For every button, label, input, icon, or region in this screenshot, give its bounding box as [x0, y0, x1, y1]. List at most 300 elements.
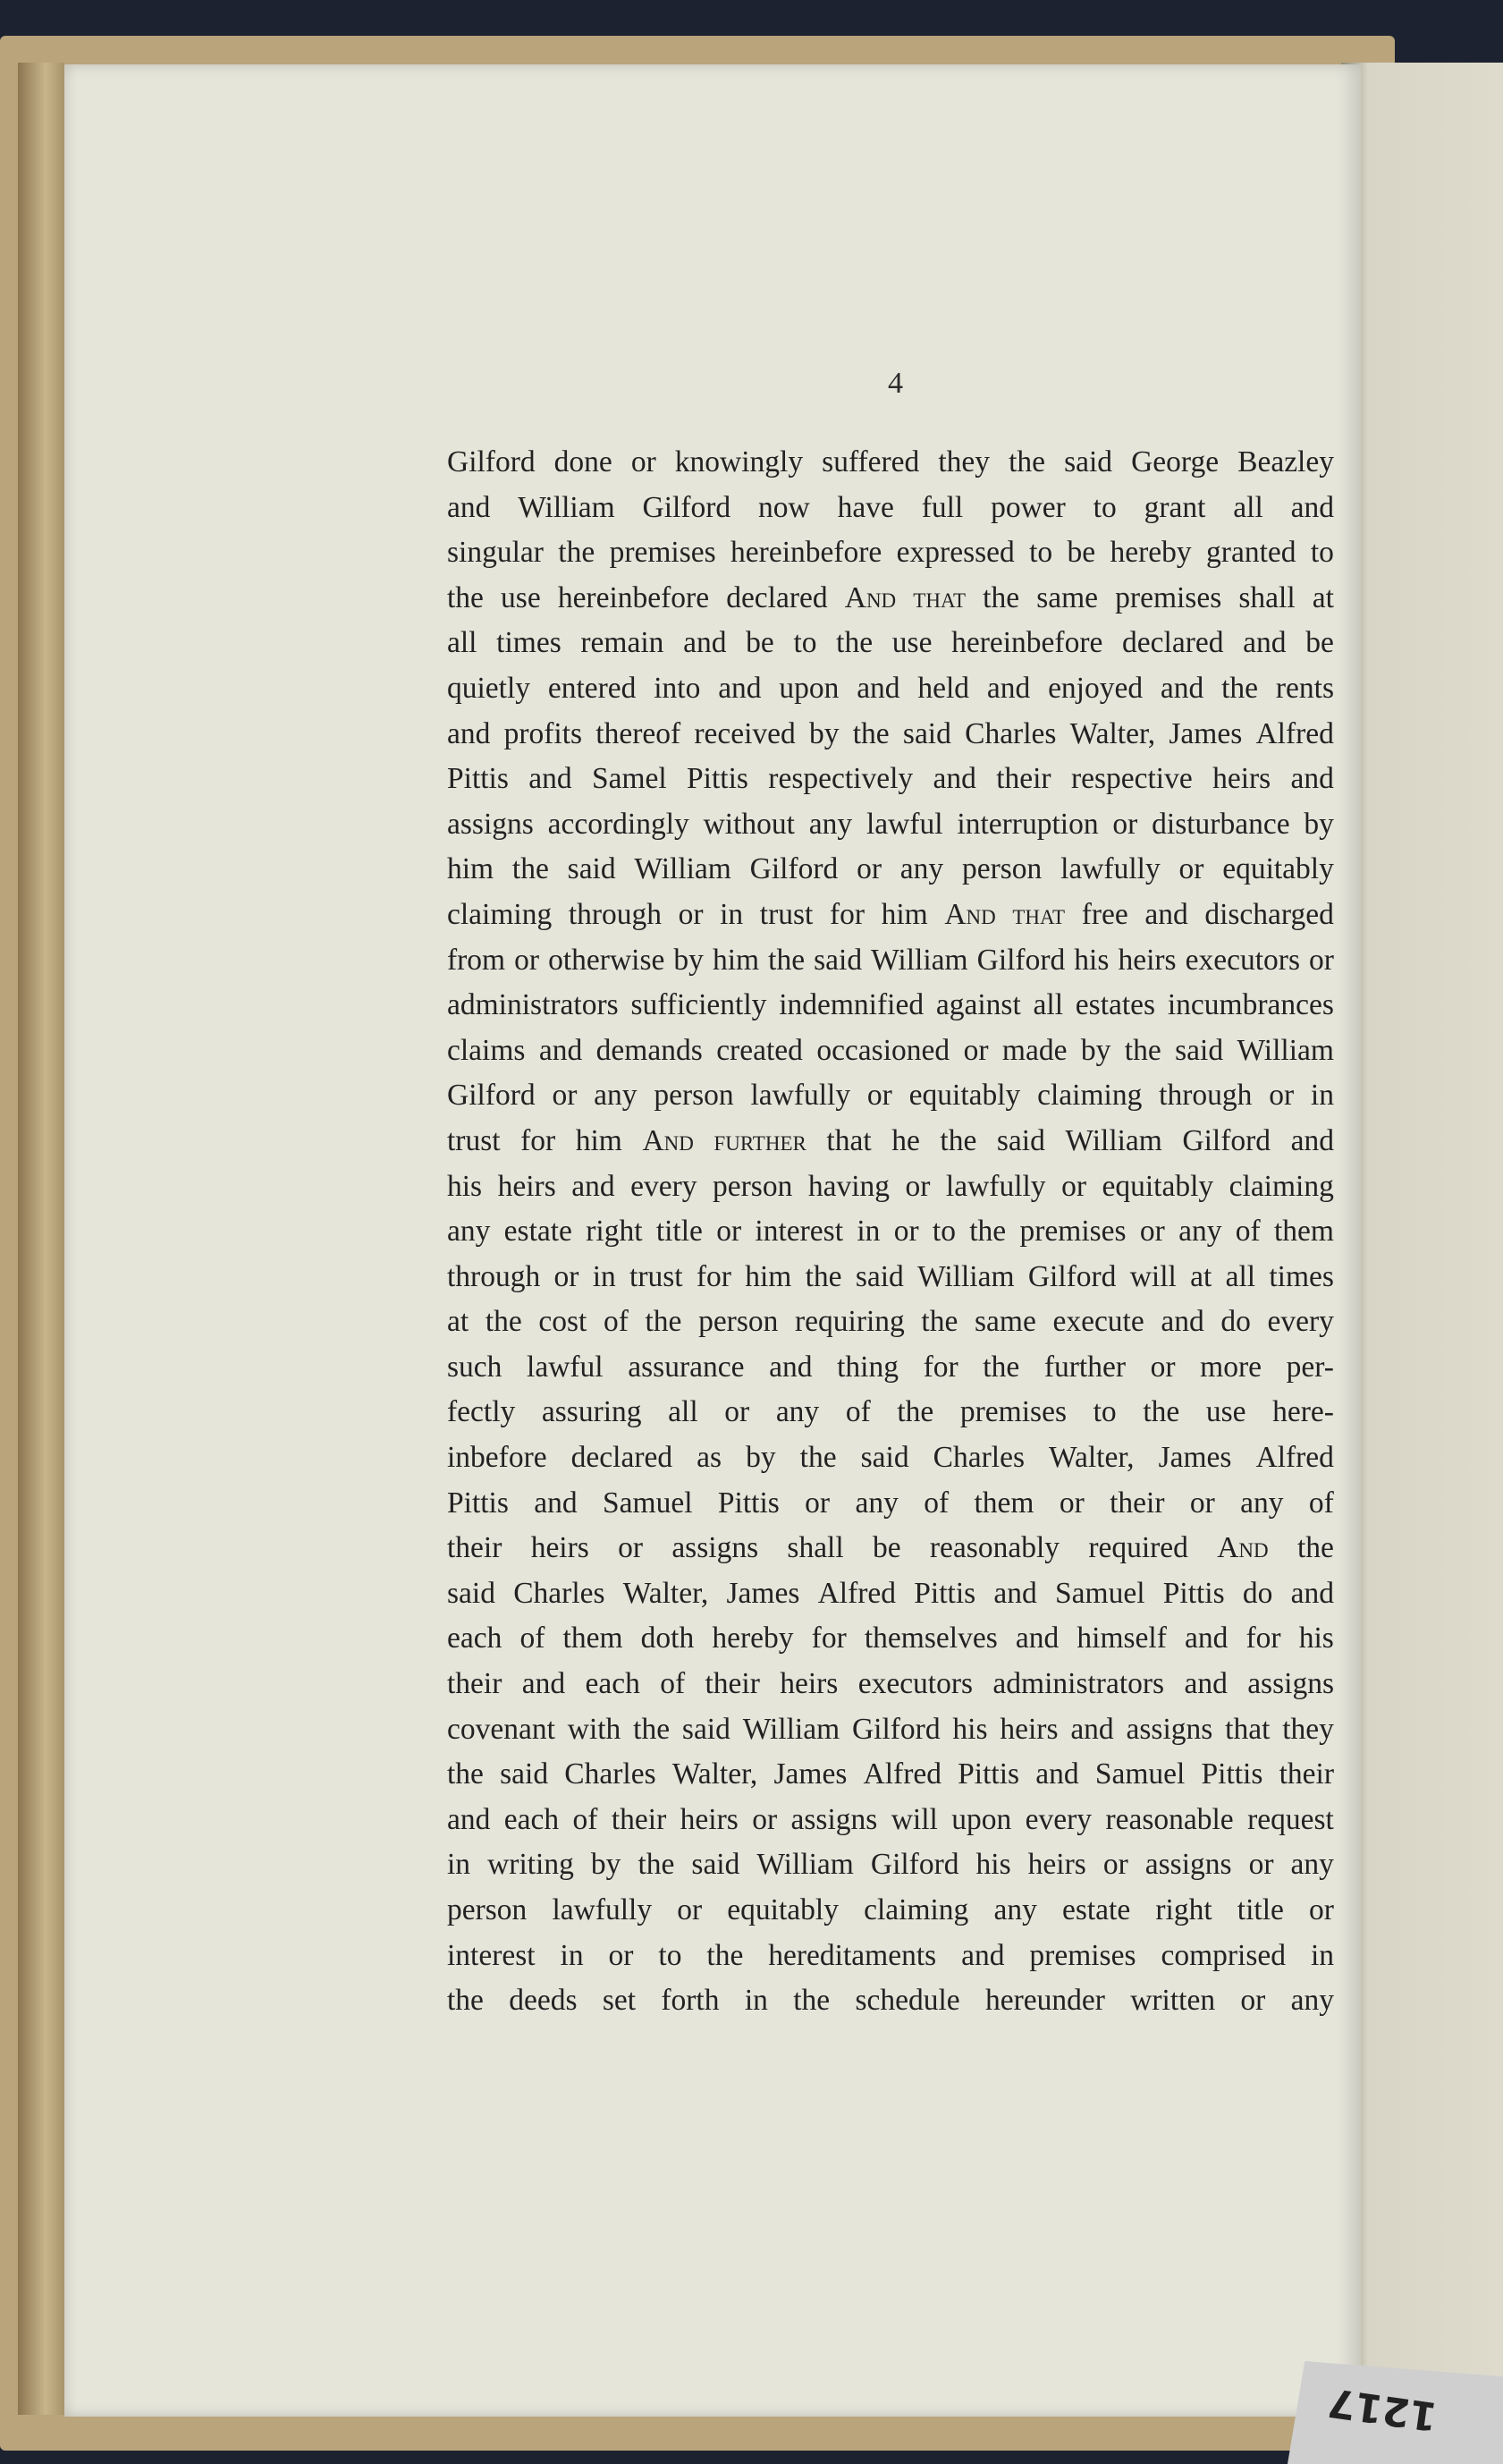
word: Pittis: [1201, 1757, 1263, 1791]
word: assuring: [541, 1395, 642, 1429]
word: the: [983, 580, 1020, 614]
word: their: [996, 762, 1051, 796]
word: having: [807, 1169, 891, 1203]
word: Alfred: [817, 1576, 897, 1610]
word: in: [1310, 1938, 1334, 1972]
word: and: [961, 1938, 1005, 1972]
word: assigns: [1126, 1712, 1213, 1746]
word: or: [1178, 852, 1204, 886]
word: in: [1310, 1079, 1334, 1113]
text-line: [447, 1255, 1334, 1300]
word: or: [1102, 1848, 1128, 1882]
word: any: [1290, 1984, 1334, 2018]
word: to: [1093, 1395, 1117, 1429]
word: full: [921, 490, 964, 524]
word: and: [683, 626, 727, 660]
word: the: [511, 852, 549, 886]
word: or: [893, 1215, 919, 1249]
word: through: [568, 897, 663, 931]
word: said: [860, 1441, 909, 1475]
word: James: [773, 1757, 848, 1791]
word: or: [678, 897, 704, 931]
catalog-label: 1217: [1325, 2378, 1440, 2440]
word: title: [1237, 1893, 1284, 1926]
word: set: [602, 1984, 637, 2018]
word: trust: [759, 897, 814, 931]
word: lawful: [527, 1350, 604, 1384]
text-line: [447, 1842, 1334, 1888]
word: indemnified: [779, 988, 925, 1022]
word: of: [603, 1305, 629, 1339]
word: suffered: [822, 445, 920, 478]
word: all: [1225, 1259, 1256, 1293]
text-line: [447, 1526, 1334, 1571]
word: said: [691, 1848, 740, 1882]
word: hereinbefore: [951, 626, 1103, 660]
word: knowingly: [674, 445, 804, 478]
word: hereditaments: [768, 1938, 937, 1972]
word: assigns: [1144, 1848, 1232, 1882]
word: hereby: [1110, 536, 1192, 570]
word: that: [1225, 1712, 1271, 1746]
word: every: [630, 1169, 697, 1203]
word: otherwise: [548, 943, 665, 977]
word: or: [553, 1259, 579, 1293]
word: heirs: [780, 1667, 839, 1701]
word: Gilford: [642, 490, 731, 524]
word: administrators: [992, 1667, 1165, 1701]
word: Charles: [513, 1576, 605, 1610]
word: or: [724, 1395, 750, 1429]
word: claiming: [1037, 1079, 1143, 1113]
word: in: [560, 1938, 584, 1972]
word: his: [1074, 943, 1110, 977]
word: every: [1025, 1802, 1093, 1836]
word: upon: [779, 671, 840, 705]
word: covenant: [447, 1712, 555, 1746]
word: execute: [1052, 1305, 1144, 1339]
word: assigns: [671, 1531, 759, 1565]
word: any: [855, 1486, 899, 1520]
word: in: [720, 897, 744, 931]
word: times: [1269, 1259, 1334, 1293]
word: him: [575, 1123, 622, 1157]
adjacent-page: [1341, 63, 1503, 2406]
word: Gilford: [447, 445, 536, 478]
word: by: [1304, 807, 1334, 841]
word: estate: [503, 1215, 572, 1249]
text-line: [447, 1345, 1334, 1391]
word: accordingly: [547, 807, 689, 841]
text-line: [447, 1752, 1334, 1798]
word: the: [633, 1712, 671, 1746]
word: Samuel: [603, 1486, 693, 1520]
word: their: [611, 1802, 667, 1836]
word: the: [897, 1395, 934, 1429]
word: William: [917, 1259, 1015, 1293]
word: of: [519, 1621, 545, 1655]
word: power: [991, 490, 1066, 524]
word: that: [1012, 897, 1066, 931]
text-line: [447, 893, 1334, 938]
word: Gilford: [1182, 1123, 1271, 1157]
word: or: [716, 1215, 742, 1249]
word: disturbance: [1152, 807, 1290, 841]
word: expressed: [896, 536, 1015, 570]
text-line: [447, 847, 1334, 893]
word: all: [1233, 490, 1263, 524]
text-line: [447, 1662, 1334, 1707]
text-line: [447, 1798, 1334, 1843]
word: them: [974, 1486, 1034, 1520]
word: or: [963, 1033, 989, 1067]
word: premises: [1019, 1215, 1127, 1249]
word: William: [871, 943, 968, 977]
word: in: [857, 1215, 881, 1249]
word: for: [520, 1123, 556, 1157]
word: into: [654, 671, 701, 705]
word: be: [872, 1531, 901, 1565]
word: or: [552, 1079, 578, 1113]
word: the: [447, 1984, 484, 2018]
word: or: [1248, 1848, 1274, 1882]
word: James: [726, 1576, 800, 1610]
word: right: [1155, 1893, 1212, 1926]
text-line: [447, 1707, 1334, 1753]
word: or: [1309, 943, 1334, 977]
word: heirs: [1000, 1712, 1059, 1746]
word: interest: [447, 1938, 536, 1972]
word: said: [902, 716, 951, 750]
word: assurance: [628, 1350, 745, 1384]
word: the: [1124, 1033, 1161, 1067]
word: comprised: [1161, 1938, 1286, 1972]
word: and: [1243, 626, 1287, 660]
word: remain: [580, 626, 664, 660]
body-text: [447, 440, 1334, 2024]
word: administrators: [447, 988, 619, 1022]
word: and: [1144, 897, 1188, 931]
word: George: [1131, 445, 1220, 478]
word: James: [1158, 1441, 1232, 1475]
word: hereunder: [984, 1984, 1105, 2018]
word: James: [1169, 716, 1243, 750]
word: and: [447, 716, 491, 750]
word: or: [857, 852, 882, 886]
word: him: [447, 852, 494, 886]
word: the: [706, 1938, 744, 1972]
text-line: [447, 440, 1334, 486]
word: person: [654, 1079, 734, 1113]
word: any: [1178, 1215, 1222, 1249]
word: doth: [640, 1621, 695, 1655]
word: Alfred: [1255, 1441, 1334, 1475]
word: the: [485, 1305, 522, 1339]
word: be: [1305, 626, 1334, 660]
word: be: [746, 626, 774, 660]
word: the: [799, 1441, 837, 1475]
text-line: [447, 1209, 1334, 1255]
text-line: [447, 802, 1334, 848]
word: same: [974, 1305, 1036, 1339]
word: Gilford: [1027, 1259, 1117, 1293]
text-line: [447, 1616, 1334, 1662]
word: requiring: [795, 1305, 905, 1339]
word: now: [758, 490, 810, 524]
word: enjoyed: [1048, 671, 1144, 705]
word: without: [703, 807, 795, 841]
word: and: [521, 1667, 566, 1701]
word: or: [905, 1169, 931, 1203]
word: and: [1290, 762, 1334, 796]
word: declared: [570, 1441, 673, 1475]
word: through: [447, 1259, 541, 1293]
word: by: [1080, 1033, 1111, 1067]
word: And: [944, 897, 996, 931]
word: William: [634, 852, 731, 886]
word: for: [696, 1259, 731, 1293]
word: with: [567, 1712, 621, 1746]
word: equitably: [908, 1079, 1021, 1113]
word: of: [1308, 1486, 1334, 1520]
word: or: [618, 1531, 644, 1565]
word: at: [447, 1305, 469, 1339]
word: Pittis: [717, 1486, 780, 1520]
word: all: [447, 626, 477, 660]
word: and: [718, 671, 762, 705]
word: to: [1029, 536, 1053, 570]
word: lawfully: [750, 1079, 851, 1113]
word: by: [746, 1441, 776, 1475]
word: heirs: [680, 1802, 739, 1836]
word: for: [829, 897, 865, 931]
word: in: [744, 1984, 768, 2018]
word: declared: [1122, 626, 1224, 660]
word: the: [793, 1984, 831, 2018]
word: the: [645, 1305, 682, 1339]
word: the: [638, 1848, 675, 1882]
word: heirs: [1118, 943, 1177, 977]
word: will: [891, 1802, 938, 1836]
text-line: [447, 1300, 1334, 1345]
text-line: [447, 1390, 1334, 1435]
word: the: [1221, 671, 1259, 705]
word: said: [1175, 1033, 1224, 1067]
word: each: [585, 1667, 640, 1701]
word: and: [1035, 1757, 1079, 1791]
text-line: [447, 1978, 1334, 2024]
word: the: [805, 1259, 842, 1293]
word: and: [1184, 1667, 1228, 1701]
word: or: [514, 943, 540, 977]
word: will: [1129, 1259, 1177, 1293]
word: incumbrances: [1167, 988, 1334, 1022]
word: claiming: [864, 1893, 969, 1926]
word: title: [655, 1215, 703, 1249]
word: or: [866, 1079, 892, 1113]
word: profits: [503, 716, 583, 750]
word: and: [447, 490, 491, 524]
word: and: [1160, 671, 1204, 705]
word: said: [855, 1259, 904, 1293]
word: of: [924, 1486, 950, 1520]
word: that: [826, 1123, 872, 1157]
word: made: [1001, 1033, 1068, 1067]
word: person: [698, 1305, 779, 1339]
word: the: [768, 943, 806, 977]
word: lawfully: [552, 1893, 653, 1926]
word: their: [447, 1667, 502, 1701]
word: Gilford: [851, 1712, 941, 1746]
word: said: [500, 1757, 549, 1791]
word: person: [961, 852, 1043, 886]
word: heirs: [1027, 1848, 1086, 1882]
word: writing: [487, 1848, 574, 1882]
word: and: [1290, 1576, 1334, 1610]
word: inbefore: [447, 1441, 547, 1475]
text-line: [447, 1029, 1334, 1074]
word: more: [1200, 1350, 1262, 1384]
word: Gilford: [870, 1848, 959, 1882]
word: him: [745, 1259, 792, 1293]
word: Pittis: [687, 762, 748, 796]
word: from: [447, 943, 506, 977]
word: premises: [609, 536, 716, 570]
word: for: [1245, 1621, 1281, 1655]
word: Pittis: [447, 1486, 509, 1520]
word: Pittis: [1162, 1576, 1225, 1610]
word: equitably: [1102, 1169, 1214, 1203]
word: times: [496, 626, 562, 660]
word: premises: [1029, 1938, 1136, 1972]
word: required: [1088, 1531, 1188, 1565]
word: he: [891, 1123, 920, 1157]
word: said: [814, 943, 863, 977]
word: in: [592, 1259, 616, 1293]
text-line: [447, 1571, 1334, 1617]
word: the: [836, 626, 874, 660]
word: the: [447, 580, 484, 614]
word: entered: [547, 671, 637, 705]
word: for: [923, 1350, 958, 1384]
word: per-: [1286, 1350, 1334, 1384]
word: Samuel: [1055, 1576, 1145, 1610]
word: grant: [1144, 490, 1206, 524]
text-line: [447, 1888, 1334, 1934]
word: by: [673, 943, 704, 977]
text-line: [447, 666, 1334, 712]
word: interest: [755, 1215, 844, 1249]
word: And: [642, 1123, 694, 1157]
word: request: [1247, 1802, 1334, 1836]
word: Walter,: [622, 1576, 709, 1610]
word: and: [528, 762, 572, 796]
word: fectly: [447, 1395, 516, 1429]
word: occasioned: [816, 1033, 950, 1067]
word: held: [917, 671, 970, 705]
word: at: [1190, 1259, 1212, 1293]
word: as: [697, 1441, 722, 1475]
text-line: [447, 1073, 1334, 1119]
word: rents: [1275, 671, 1334, 705]
word: the: [921, 1305, 958, 1339]
word: assigns: [1247, 1667, 1334, 1701]
word: and: [993, 1576, 1037, 1610]
word: each: [503, 1802, 560, 1836]
word: through: [1159, 1079, 1253, 1113]
word: any: [1240, 1486, 1284, 1520]
word: to: [658, 1938, 682, 1972]
text-line: [447, 486, 1334, 531]
word: here-: [1272, 1395, 1334, 1429]
word: their: [1279, 1757, 1334, 1791]
word: and: [538, 1033, 583, 1067]
word: that: [913, 580, 967, 614]
text-line: [447, 576, 1334, 622]
word: Alfred: [863, 1757, 941, 1791]
text-line: [447, 621, 1334, 666]
word: executors: [1185, 943, 1300, 977]
word: estates: [1075, 988, 1156, 1022]
word: to: [1093, 490, 1117, 524]
word: and: [933, 762, 976, 796]
word: declared: [726, 580, 828, 614]
text-line: [447, 530, 1334, 576]
word: or: [608, 1938, 634, 1972]
word: of: [845, 1395, 871, 1429]
word: upon: [951, 1802, 1012, 1836]
word: person: [713, 1169, 793, 1203]
word: Gilford: [749, 852, 839, 886]
word: each: [447, 1621, 502, 1655]
word: their: [1110, 1486, 1165, 1520]
word: demands: [595, 1033, 703, 1067]
word: premises: [959, 1395, 1067, 1429]
word: said: [681, 1712, 730, 1746]
word: of: [572, 1802, 598, 1836]
word: and: [1185, 1621, 1229, 1655]
word: and: [534, 1486, 578, 1520]
word: their: [705, 1667, 760, 1701]
word: respectively: [768, 762, 914, 796]
word: interruption: [957, 807, 1099, 841]
word: and: [769, 1350, 813, 1384]
word: be: [1067, 536, 1096, 570]
word: discharged: [1204, 897, 1334, 931]
word: by: [590, 1848, 621, 1882]
word: Beazley: [1237, 445, 1334, 478]
word: any: [594, 1079, 638, 1113]
word: Charles: [965, 716, 1057, 750]
word: and: [1070, 1712, 1114, 1746]
word: them: [562, 1621, 623, 1655]
word: to: [932, 1215, 956, 1249]
word: estate: [1061, 1893, 1131, 1926]
word: said: [1064, 445, 1113, 478]
word: the: [940, 1123, 977, 1157]
word: trust: [629, 1259, 683, 1293]
word: respective: [1070, 762, 1193, 796]
word: shall: [1238, 580, 1296, 614]
word: further: [1043, 1350, 1126, 1384]
word: executors: [857, 1667, 974, 1701]
word: the: [969, 1215, 1007, 1249]
page-edge: [18, 63, 64, 2415]
word: Charles: [564, 1757, 656, 1791]
word: do: [1220, 1305, 1251, 1339]
word: trust: [447, 1123, 501, 1157]
word: written: [1130, 1984, 1216, 2018]
